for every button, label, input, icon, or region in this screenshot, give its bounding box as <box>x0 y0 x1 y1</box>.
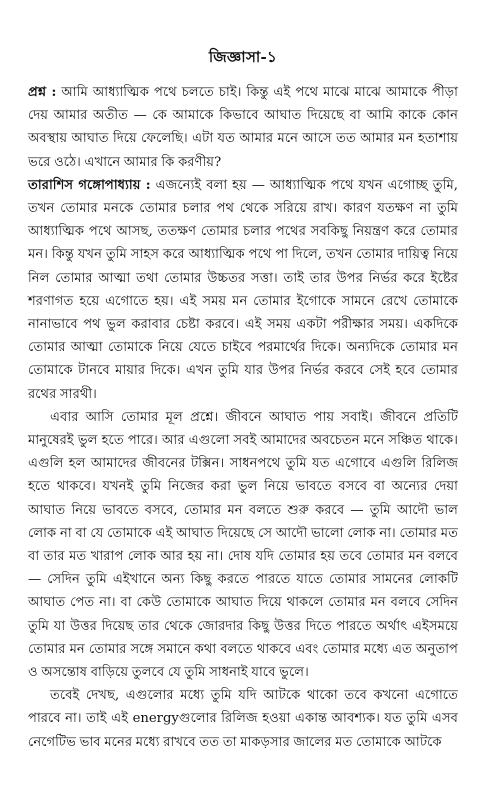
document-page <box>28 46 458 754</box>
answer-paragraph-3: তবেই দেখছ, এগুলোর মধ্যে তুমি যদি আটকে থাকো তবে কখনো এগোতে পারবে না। তাই এই energyগুলোর রিলিজ হওয়া একান্ত আবশ্যক। যত তুমি এসব নেগেটিভ ভাব মনের মধ্যে রাখবে তত তা মাকড়সার জালের মত তোমাকে আটকে <box>28 688 458 750</box>
answer-text-1: এজন্যেই বলা হয় — আধ্যাত্মিক পথে যখন এগোচ্ছ তুমি, তখন তোমার মনকে তোমার চলার পথ থেকে সরিয়ে রাখ। কারণ যতক্ষণ না তুমি আধ্যাত্মিক পথে আসছ, ততক্ষণ তোমার চলার পথের সবকিছু নিয়ন্ত্রণ করে তোমার মন। কিন্তু যখন তুমি সাহস করে আধ্যাত্মিক পথে পা দিলে, তখন তোমার দায়িত্ব নিয়ে নিল তোমার আত্মা তথা তোমার উচ্চতর সত্তা। তাই তার উপর নির্ভর করে ইষ্টের শরণাগত হয়ে এগোতে হয়। এই সময় মন তোমার ইগোকে সামনে রেখে তোমাকে নানাভাবে পথ ভুল করাবার চেষ্টা করবে। এই সময় একটা পরীক্ষার সময়। একদিকে তোমার আত্মা তোমাকে নিয়ে যেতে চাইবে পরমার্থের দিকে। অন্যদিকে তোমার মন তোমাকে টানবে মায়ার দিকে। এখন তুমি যার উপর নির্ভর করবে সেই হবে তোমার রথের সারথী। <box>28 177 458 402</box>
answer-paragraph-2: এবার আসি তোমার মূল প্রশ্নে। জীবনে আঘাত পায় সবাই। জীবনে প্রতিটি মানুষেরই ভুল হতে পারে। আর এগুলো সবই আমাদের অবচেতন মনে সঞ্চিত থাকে। এগুলি হল আমাদের জীবনের টক্সিন। সাধনপথে তুমি যত এগোবে এগুলি রিলিজ হতে থাকবে। যখনই তুমি নিজের করা ভুল নিয়ে ভাবতে বসবে বা অন্যের দেয়া আঘাত নিয়ে ভাবতে বসবে, তোমার মন বলতে শুরু করবে — তুমি আদৌ ভাল লোক না বা যে তোমাকে এই আঘাত দিয়েছে সে আদৌ ভালো লোক না। তোমার মত বা তার মত খারাপ লোক আর হয় না। দোষ যদি তোমার হয় তবে তোমার মন বলবে — সেদিন তুমি এইখানে অন্য কিছু করতে পারতে যাতে তোমার সামনের লোকটি আঘাত পেত না। বা কেউ তোমাকে আঘাত দিয়ে থাকলে তোমার মন বলবে সেদিন তুমি যা উত্তর দিয়েছ তার থেকে জোরদার কিছু উত্তর দিতে পারতে অর্থাৎ এইসময়ে তোমার মন তোমার সঙ্গে সমানে কথা বলতে থাকবে এবং তোমার মধ্যে এত অনুতাপ ও অসন্তোষ বাড়িয়ে তুলবে যে তুমি সাধনাই যাবে ভুলে। <box>28 409 458 681</box>
question-paragraph <box>28 81 458 174</box>
page-title: জিজ্ঞাসা-১ <box>208 48 278 66</box>
question-label: প্রশ্ন : <box>28 85 57 100</box>
question-text: আমি আধ্যাত্মিক পথে চলতে চাই। কিন্তু এই পথে মাঝে মাঝে আমাকে পীড়া দেয় আমার অতীত — কে আমাকে কিভাবে আঘাত দিয়েছে বা আমি কাকে কোন অবস্থায় আঘাত দিয়ে ফেলেছি। এটা যত আমার মনে আসে তত আমার মন হতাশায় ভরে ওঠে। এখানে আমার কি করণীয়? <box>28 85 458 170</box>
answer-label: তারাশিস গঙ্গোপাধ্যায় : <box>28 177 151 193</box>
answer-paragraph-1 <box>28 174 458 406</box>
